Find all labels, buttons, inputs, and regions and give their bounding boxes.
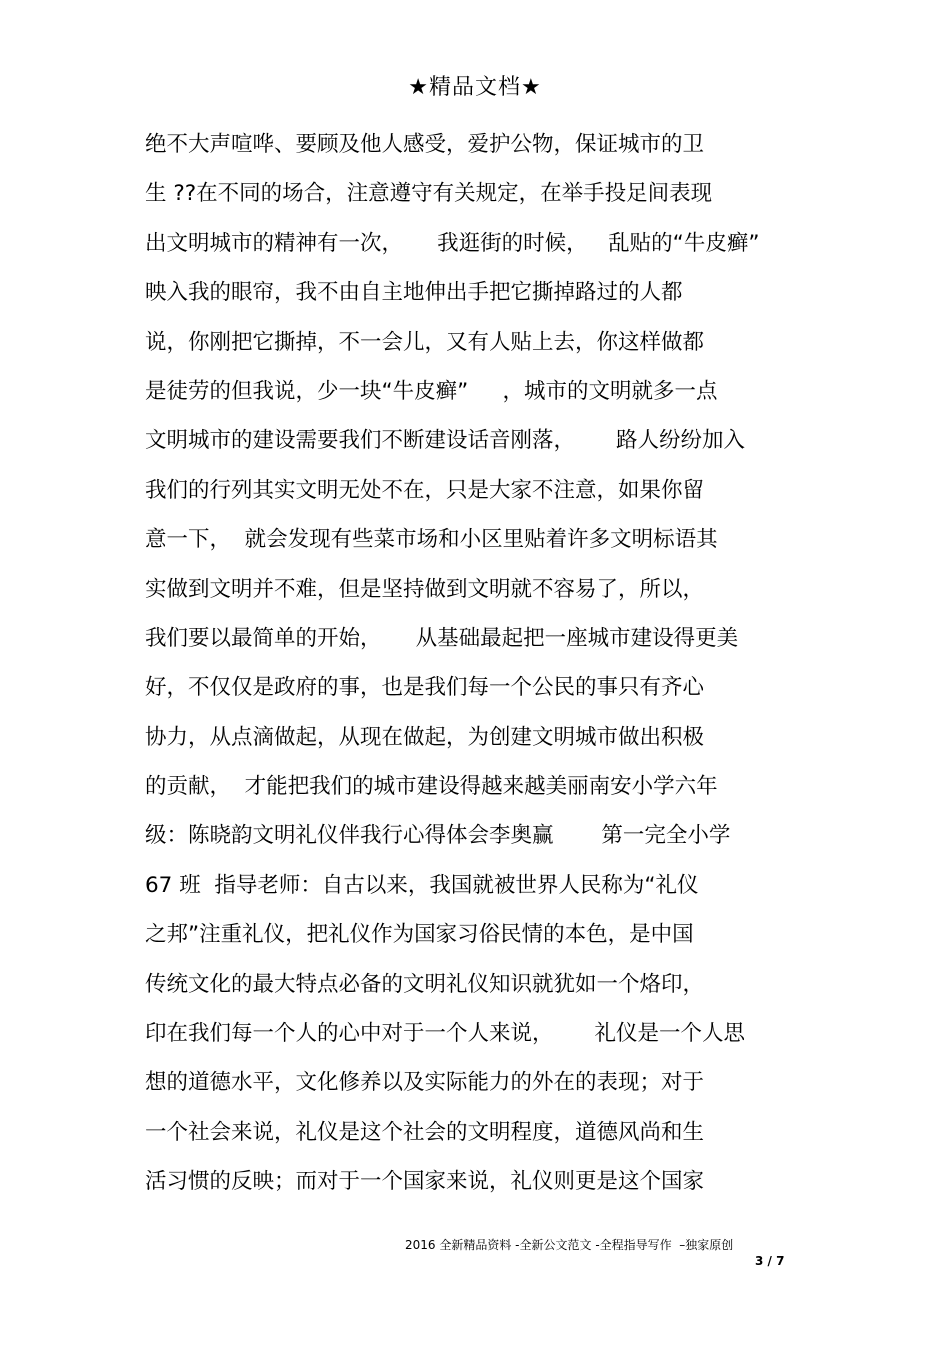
page-number: 3 / 7 bbox=[755, 1254, 785, 1268]
body-line: 文明城市的建设需要我们不断建设话音刚落， 路人纷纷加入 bbox=[145, 428, 746, 454]
body-line: 协力，从点滴做起，从现在做起，为创建文明城市做出积极 bbox=[145, 724, 705, 750]
body-line: 是徒劳的但我说，少一块“牛皮癣” ，城市的文明就多一点 bbox=[145, 378, 718, 404]
body-line: 级：陈晓韵文明礼仪伴我行心得体会李奥赢 第一完全小学 bbox=[145, 823, 731, 849]
page-header-title: ★精品文档★ bbox=[408, 75, 542, 100]
body-line: 我们要以最简单的开始， 从基础最起把一座城市建设得更美 bbox=[145, 625, 739, 651]
body-line: 好，不仅仅是政府的事，也是我们每一个公民的事只有齐心 bbox=[145, 675, 705, 701]
body-line: 说，你刚把它撕掉，不一会儿，又有人贴上去，你这样做都 bbox=[145, 329, 705, 355]
body-line: 67 班 指导老师：自古以来，我国就被世界人民称为“礼仪 bbox=[145, 872, 699, 898]
body-line: 传统文化的最大特点必备的文明礼仪知识就犹如一个烙印， bbox=[145, 971, 705, 997]
body-line: 活习惯的反映；而对于一个国家来说，礼仪则更是这个国家 bbox=[145, 1169, 705, 1195]
body-line: 生 ??在不同的场合，注意遵守有关规定，在举手投足间表现 bbox=[145, 181, 713, 207]
body-line: 想的道德水平，文化修养以及实际能力的外在的表现；对于 bbox=[145, 1070, 705, 1096]
body-line: 绝不大声喧哗、要顾及他人感受，爱护公物，保证城市的卫 bbox=[145, 132, 705, 157]
body-line: 映入我的眼帘，我不由自主地伸出手把它撕掉路过的人都 bbox=[145, 280, 683, 306]
footer-note: 2016 全新精品资料 -全新公文范文 -全程指导写作 –独家原创 bbox=[405, 1238, 734, 1252]
body-line: 印在我们每一个人的心中对于一个人来说， 礼仪是一个人思 bbox=[145, 1021, 746, 1047]
body-line: 出文明城市的精神有一次， 我逛街的时候， 乱贴的“牛皮癣” bbox=[145, 230, 760, 256]
body-line: 意一下， 就会发现有些菜市场和小区里贴着许多文明标语其 bbox=[145, 527, 718, 553]
body-line: 实做到文明并不难，但是坚持做到文明就不容易了，所以， bbox=[145, 576, 705, 602]
body-line: 一个社会来说，礼仪是这个社会的文明程度，道德风尚和生 bbox=[145, 1119, 705, 1145]
body-line: 之邦”注重礼仪，把礼仪作为国家习俗民情的本色，是中国 bbox=[145, 922, 694, 948]
document-body bbox=[145, 120, 825, 1207]
body-line: 的贡献， 才能把我们的城市建设得越来越美丽南安小学六年 bbox=[145, 774, 718, 800]
body-line: 我们的行列其实文明无处不在，只是大家不注意，如果你留 bbox=[145, 477, 705, 503]
